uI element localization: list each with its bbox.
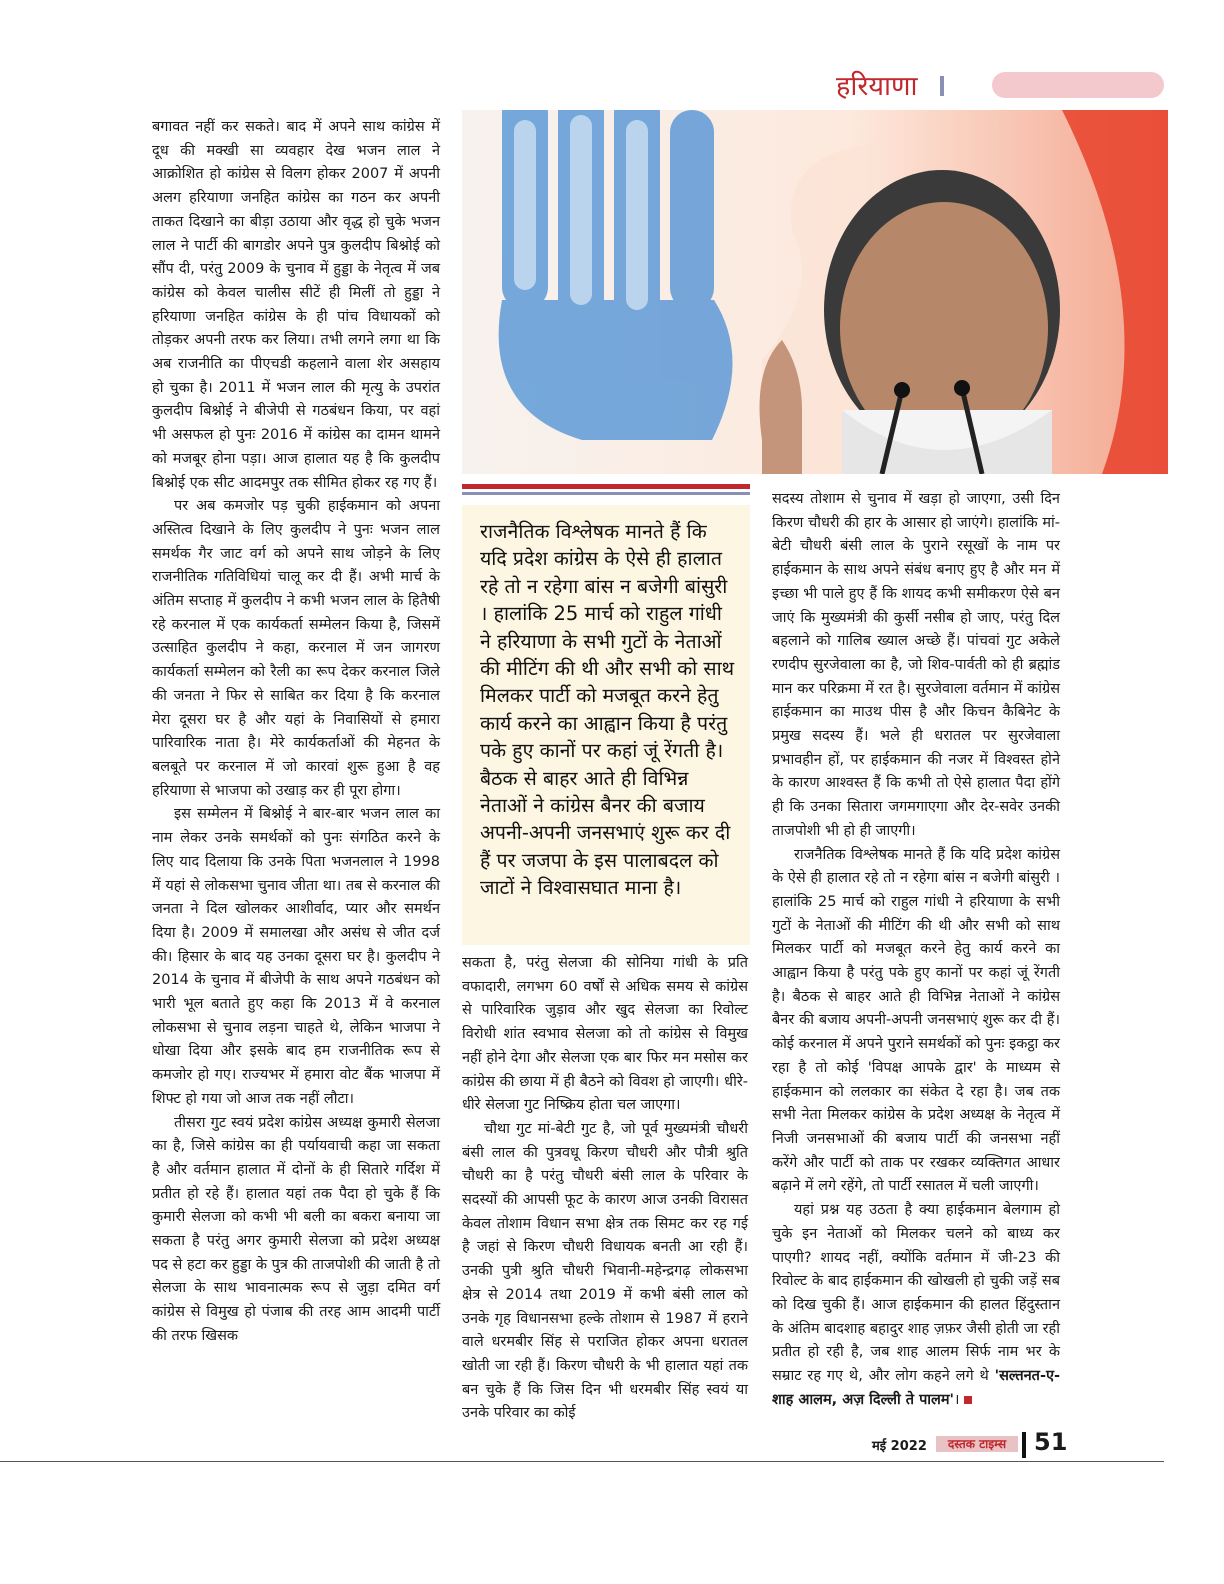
paragraph: तीसरा गुट स्वयं प्रदेश कांग्रेस अध्यक्ष कुमारी सेलजा का है, जिसे कांग्रेस का ही पर्यायवाची कहा जा सकता है और वर्तमान हालात में दोनों के ही सितारे गर्दिश में प्रतीत हो रहे हैं। हालात यहां तक पैदा हो चुके हैं कि कुमारी सेलजा को कभी भी बली का बकरा बनाया जा सकता है परंतु अगर कुमारी सेलजा को प्रदेश अध्यक्ष पद से हटा कर हुड्डा के पुत्र की ताजपोशी की जाती है तो सेलजा के साथ भावनात्मक रूप से जुड़ा दमित वर्ग कांग्रेस से विमुख हो पंजाब की तरह आम आदमी पार्टी की तरफ खिसक: [152, 1114, 440, 1344]
closing-quote: 'सल्तनत-ए-शाह आलम, अज़ दिल्ली ते पालम': [772, 1368, 1060, 1408]
footer-rule: [0, 1461, 1164, 1462]
paragraph: बगावत नहीं कर सकते। बाद में अपने साथ कांग्रेस में दूध की मक्खी सा व्यवहार देख भजन लाल ने आक्रोशित हो कांग्रेस से विलग होकर 2007 में अपनी अलग हरियाणा जनहित कांग्रेस का गठन कर अपनी ताकत दिखाने का बीड़ा उठाया और वृद्ध हो चुके भजन लाल ने पार्टी की बागडोर अपने पुत्र कुलदीप बिश्नोई को सौंप दी, परंतु 2009 के चुनाव में हुड्डा के नेतृत्व में जब कांग्रेस को केवल चालीस सीटें ही मिलीं तो हुड्डा ने हरियाणा जनहित कांग्रेस के ही पांच विधायकों को तोड़कर अपनी तरफ कर लिया। तभी लगने लगा था कि अब राजनीति का पीएचडी कहलाने वाला शेर असहाय हो चुका है। 2011 में भजन लाल की मृत्यु के उपरांत कुलदीप बिश्नोई ने बीजेपी से गठबंधन किया, पर वहां भी असफल हो पुनः 2016 में कांग्रेस का दामन थामने को मजबूर होना पड़ा। आज हालात यह है कि कुलदीप बिश्नोई एक सीट आदमपुर तक सीमित होकर रह गए हैं।: [152, 119, 440, 491]
paragraph: सकता है, परंतु सेलजा की सोनिया गांधी के प्रति वफादारी, लगभग 60 वर्षों से अधिक समय से कांग्रेस से पारिवारिक जुड़ाव और खुद सेलजा का रिवोल्ट विरोधी शांत स्वभाव सेलजा को तो कांग्रेस से विमुख नहीं होने देगा और सेलजा एक बार फिर मन मसोस कर कांग्रेस की छाया में ही बैठने को विवश हो जाएगी। धीरे-धीरे सेलजा गुट निष्क्रिय होता चल जाएगा।: [462, 955, 748, 1114]
end-mark-icon: [964, 1396, 972, 1404]
accent-rule: [462, 484, 750, 489]
quote-top-rule: [462, 484, 750, 498]
section-title: हरियाणा: [836, 71, 918, 102]
article-column-1: [152, 116, 440, 1349]
paragraph: राजनैतिक विश्लेषक मानते हैं कि यदि प्रदेश कांग्रेस के ऐसे ही हालात रहे तो न रहेगा बांस न बजेगी बांसुरी । हालांकि 25 मार्च को राहुल गांधी ने हरियाणा के सभी गुटों के नेताओं की मीटिंग की थी और सभी को साथ मिलकर पार्टी को मजबूत करने हेतु कार्य करने का आह्वान किया है परंतु पके हुए कानों पर कहां जूं रेंगती है। बैठक से बाहर आते ही विभिन्न नेताओं ने कांग्रेस बैनर की बजाय अपनी-अपनी जनसभाएं शुरू कर दी हैं। कोई करनाल में अपने पुराने समर्थकों को पुनः इकट्ठा कर रहा है तो कोई 'विपक्ष आपके द्वार' के माध्यम से हाईकमान को ललकार का संकेत दे रहा है। जब तक सभी नेता मिलकर कांग्रेस के प्रदेश अध्यक्ष के नेतृत्व में निजी जनसभाओं की बजाय पार्टी की जनसभा नहीं करेंगे और पार्टी को ताक पर रखकर व्यक्तिगत आधार बढ़ाने में लगे रहेंगे, तो पार्टी रसातल में चली जाएगी।: [772, 846, 1060, 1195]
header-decor-pill: [992, 72, 1164, 98]
divider-rule: [462, 492, 750, 495]
header-divider: [940, 76, 944, 96]
paragraph: सदस्य तोशाम से चुनाव में खड़ा हो जाएगा, उसी दिन किरण चौधरी की हार के आसार हो जाएंगे। हालांकि मां-बेटी चौधरी बंसी लाल के पुराने रसूखों के नाम पर हाईकमान के साथ अपने संबंध बनाए हुए है और मन में इच्छा भी पाले हुए हैं कि शायद कभी समीकरण ऐसे बन जाएं कि मुख्यमंत्री की कुर्सी नसीब हो जाए, परंतु दिल बहलाने को गालिब ख्याल अच्छे हैं। पांचवां गुट अकेले रणदीप सुरजेवाला का है, जो शिव-पार्वती को ही ब्रह्मांड मान कर परिक्रमा में रत है। सुरजेवाला वर्तमान में कांग्रेस हाईकमान का माउथ पीस है और किचन कैबिनेट के प्रमुख सदस्य हैं। भले ही धरातल पर सुरजेवाला प्रभावहीन हों, पर हाईकमान की नजर में विश्वस्त होने के कारण आश्वस्त हैं कि कभी तो ऐसे हालात पैदा होंगे ही कि उनका सितारा जगमगाएगा और देर-सवेर उनकी ताजपोशी भी हो ही जाएगी।: [772, 491, 1060, 839]
paragraph: [772, 1199, 1060, 1412]
footer-divider: [1022, 1432, 1026, 1458]
closing-punct: ।: [954, 1391, 960, 1408]
paragraph-text: यहां प्रश्न यह उठता है क्या हाईकमान बेलगाम हो चुके इन नेताओं को मिलकर चलने को बाध्य कर पाएगी? शायद नहीं, क्योंकि वर्तमान में जी-23 की रिवोल्ट के बाद हाईकमान की खोखली हो चुकी जड़ें सब को दिख चुकी हैं। आज हाईकमान की हालत हिंदुस्तान के अंतिम बादशाह बहादुर शाह ज़फ़र जैसी होती जा रही प्रतीत हो रही है, जब शाह आलम सिर्फ नाम भर के सम्राट रह गए थे, और लोग कहने लगे थे: [772, 1202, 1060, 1385]
page-number: 51: [1034, 1428, 1068, 1456]
magazine-logo: दस्तक टाइम्स: [936, 1436, 1018, 1452]
article-photo: [462, 110, 1168, 474]
pull-quote-text: राजनैतिक विश्लेषक मानते हैं कि यदि प्रदेश कांग्रेस के ऐसे ही हालात रहे तो न रहेगा बांस न बजेगी बांसुरी । हालांकि 25 मार्च को राहुल गांधी ने हरियाणा के सभी गुटों के नेताओं की मीटिंग की थी और सभी को साथ मिलकर पार्टी को मजबूत करने हेतु कार्य करने का आह्वान किया है परंतु पके हुए कानों पर कहां जूं रेंगती है। बैठक से बाहर आते ही विभिन्न नेताओं ने कांग्रेस बैनर की बजाय अपनी-अपनी जनसभाएं शुरू कर दी हैं पर जजपा के इस पालाबदल को जाटों ने विश्वासघात माना है।: [480, 520, 735, 900]
paragraph: इस सम्मेलन में बिश्नोई ने बार-बार भजन लाल का नाम लेकर उनके समर्थकों को पुनः संगठित करने के लिए याद दिलाया कि उनके पिता भजनलाल ने 1998 में यहां से लोकसभा चुनाव जीता था। तब से करनाल की जनता ने दिल खोलकर आशीर्वाद, प्यार और समर्थन दिया है। 2009 में समालखा और असंध से जीत दर्ज की। हिसार के बाद यह उनका दूसरा घर है। कुलदीप ने 2014 के चुनाव में बीजेपी के साथ अपने गठबंधन को भारी भूल बताते हुए कहा कि 2013 में वे करनाल लोकसभा से चुनाव लड़ना चाहते थे, लेकिन भाजपा ने धोखा दिया और इसके बाद हम राजनीतिक रूप से कमजोर हो गए। राज्यभर में हमारा वोट बैंक भाजपा में शिफ्ट हो गया जो आज तक नहीं लौटा।: [152, 806, 440, 1107]
issue-date: मई 2022: [872, 1439, 927, 1454]
article-column-3: [772, 488, 1060, 1412]
paragraph: पर अब कमजोर पड़ चुकी हाईकमान को अपना अस्तित्व दिखाने के लिए कुलदीप ने पुनः भजन लाल समर्थक गैर जाट वर्ग को अपने साथ जोड़ने के लिए राजनीतिक गतिविधियां चालू कर दी हैं। अभी मार्च के अंतिम सप्ताह में कुलदीप ने कभी भजन लाल के हितैषी रहे करनाल में एक कार्यकर्ता सम्मेलन किया है, जिसमें उत्साहित कुलदीप ने कहा, करनाल में जन जागरण कार्यकर्ता सम्मेलन को रैली का रूप देकर करनाल जिले की जनता ने फिर से साबित कर दिया है कि करनाल मेरा दूसरा घर है और यहां के निवासियों से हमारा पारिवारिक नाता है। मेरे कार्यकर्ताओं की मेहनत के बलबूते पर करनाल में जो कारवां शुरू हुआ है वह हरियाणा से भाजपा को उखाड़ कर ही पूरा होगा।: [152, 498, 440, 799]
article-column-2: [462, 952, 748, 1426]
paragraph: चौथा गुट मां-बेटी गुट है, जो पूर्व मुख्यमंत्री चौधरी बंसी लाल की पुत्रवधू किरण चौधरी और पौत्री श्रुति चौधरी का है परंतु चौधरी बंसी लाल के परिवार के सदस्यों की आपसी फूट के कारण आज उनकी विरासत केवल तोशाम विधान सभा क्षेत्र तक सिमट कर रह गई है जहां से किरण चौधरी विधायक बनती आ रही हैं। उनकी पुत्री श्रुति चौधरी भिवानी-महेन्द्रगढ़ लोकसभा क्षेत्र से 2014 तथा 2019 में कभी बंसी लाल को उनके गृह विधानसभा हल्के तोशाम से 1987 में हराने वाले धरमबीर सिंह से पराजित होकर अपना धरातल खोती जा रही हैं। किरण चौधरी के भी हालात यहां तक बन चुके हैं कि जिस दिन भी धरमबीर सिंह स्वयं या उनके परिवार का कोई: [462, 1120, 748, 1422]
